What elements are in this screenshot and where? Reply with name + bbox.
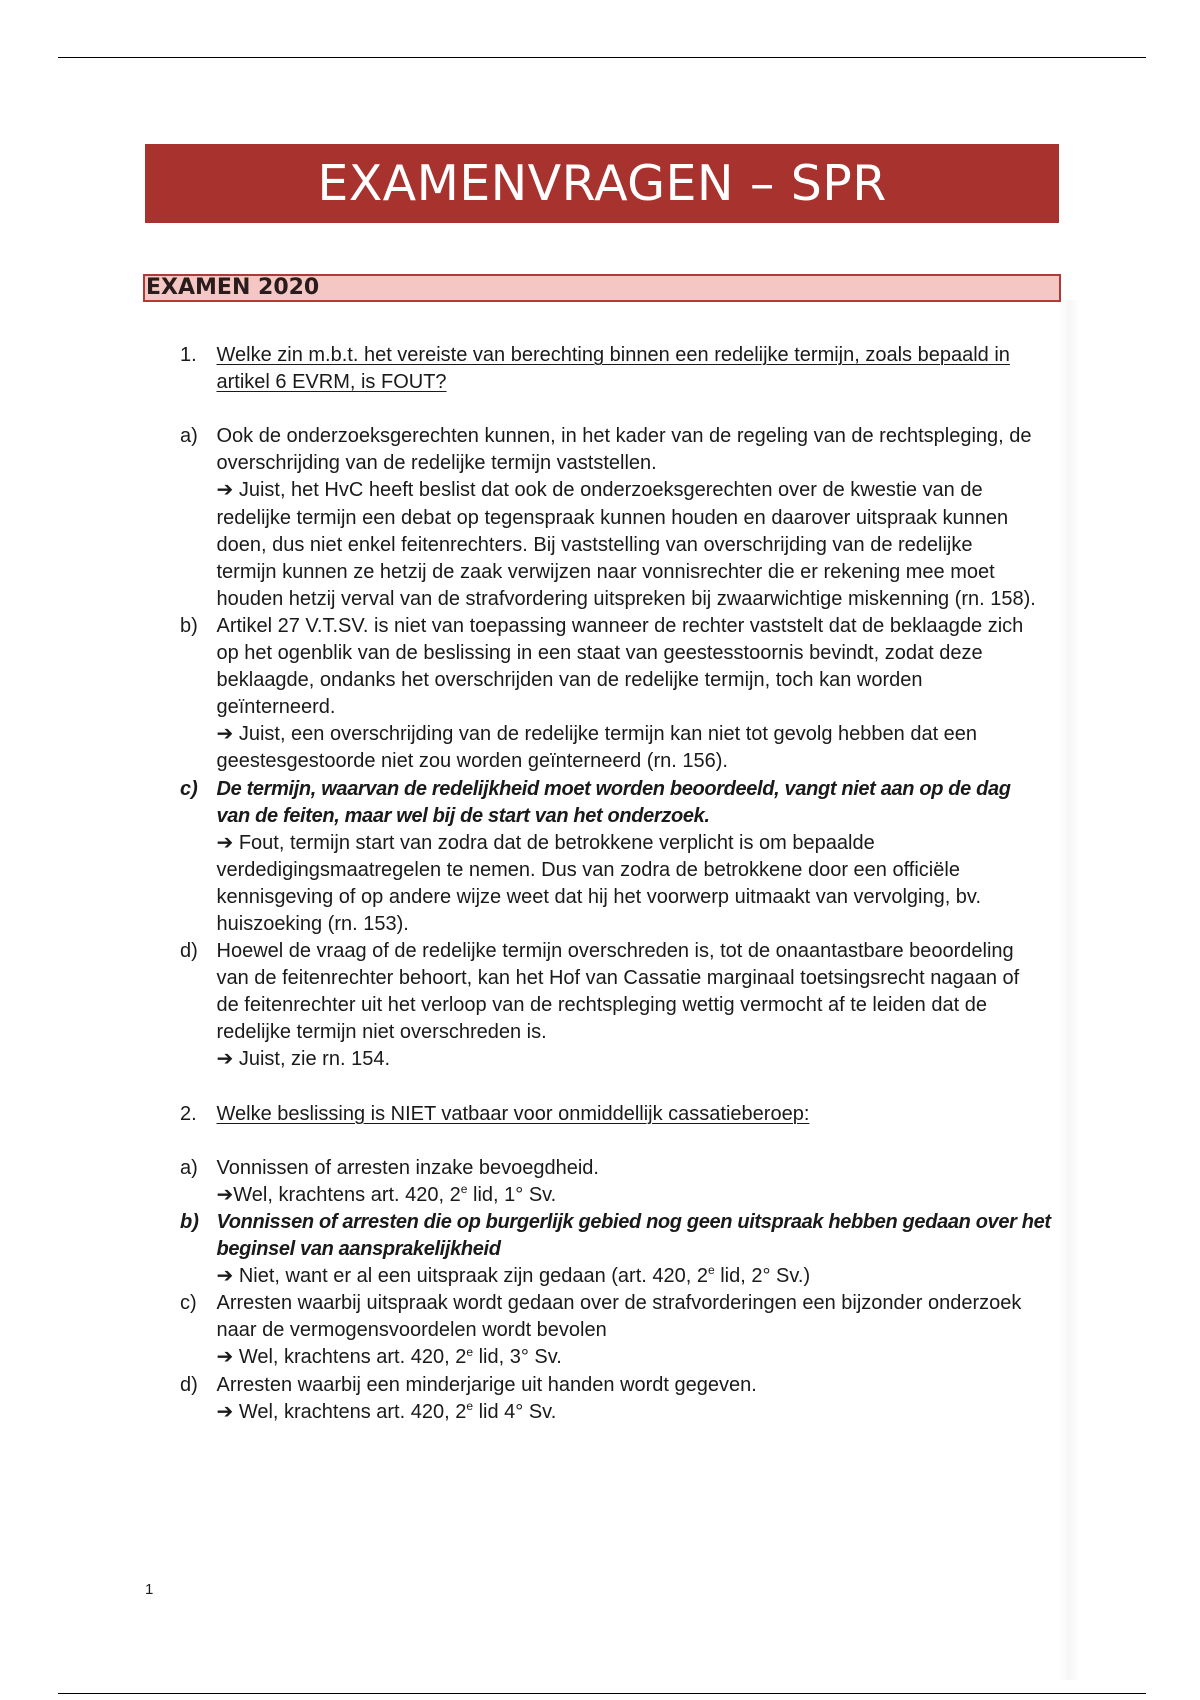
answer-text-line: huiszoeking (rn. 153). [216, 912, 409, 935]
text-run: lid 4° Sv. [473, 1400, 557, 1423]
option-text-line: Arresten waarbij een minderjarige uit handen wordt gegeven. [216, 1373, 757, 1396]
answer-text-line [217, 1399, 757, 1426]
option-b [180, 1209, 1130, 1290]
footer-rule [58, 1693, 1146, 1694]
option-list [180, 1155, 1130, 1426]
option-text-line: de feitenrechter uit het verloop van de rechtspleging wettig vermocht af te leiden dat de [216, 994, 987, 1017]
option-text-line: overschrijding van de redelijke termijn vaststellen. [216, 452, 657, 475]
option-text-line: beklaagde, ondanks het overschrijden van de redelijke termijn, toch kan worden [216, 669, 923, 692]
text-run: ➔ Wel, krachtens art. 420, 2 [216, 1346, 467, 1369]
answer-text-line: houden hetzij verval van de strafvordering uitspreken bij zwaarwichtige miskenning (rn. 158). [216, 587, 1036, 610]
answer-text-line: redelijke termijn een debat op tegenspraak kunnen houden en daarover uitspraak kunnen [216, 506, 1009, 529]
option-label: d) [180, 940, 198, 963]
option-text [217, 1372, 757, 1426]
question-text [217, 342, 1010, 396]
option-text-line: van de feitenrechter behoort, kan het Hof van Cassatie marginaal toetsingsrecht nagaan of [216, 967, 1020, 990]
question-stem [180, 1101, 1130, 1128]
option-label: c) [180, 777, 198, 800]
text-run: lid, 3° Sv. [473, 1346, 562, 1369]
answer-text-line [217, 1344, 1022, 1371]
document-title: EXAMENVRAGEN – SPR [317, 155, 887, 212]
superscript: e [466, 1398, 474, 1413]
header-rule [58, 57, 1146, 58]
option-label: a) [180, 425, 198, 448]
text-run: lid, 2° Sv.) [714, 1265, 811, 1288]
option-text [217, 1290, 1022, 1371]
answer-text-line: ➔ Juist, zie rn. 154. [216, 1048, 390, 1071]
option-c [180, 1290, 1130, 1371]
option-text-line: De termijn, waarvan de redelijkheid moet worden beoordeeld, vangt niet aan op de dag [216, 777, 1011, 800]
title-banner [145, 144, 1059, 223]
option-text-line: beginsel van aansprakelijkheid [216, 1238, 501, 1261]
question-number: 2. [180, 1102, 197, 1125]
option-d [180, 938, 1130, 1073]
question-text-line: artikel 6 EVRM, is FOUT? [216, 371, 447, 394]
option-text [217, 423, 1036, 613]
option-text-line: redelijke termijn niet overschreden is. [216, 1021, 547, 1044]
page-number: 1 [145, 1581, 154, 1598]
question-stem [180, 342, 1130, 396]
superscript: e [707, 1263, 715, 1278]
option-a [180, 423, 1130, 613]
option-text-line: Vonnissen of arresten die op burgerlijk gebied nog geen uitspraak hebben gedaan over het [216, 1211, 1051, 1233]
option-label: a) [180, 1156, 198, 1179]
option-list [180, 423, 1130, 1073]
answer-text-line: ➔ Juist, een overschrijding van de redelijke termijn kan niet tot gevolg hebben dat een [216, 723, 978, 746]
text-run: ➔ Wel, krachtens art. 420, 2 [216, 1400, 467, 1423]
option-label: c) [180, 1292, 197, 1315]
superscript: e [460, 1182, 468, 1197]
answer-text-line [217, 1182, 600, 1209]
text-run: ➔ Niet, want er al een uitspraak zijn gedaan (art. 420, 2 [216, 1265, 708, 1288]
answer-text-line: ➔ Juist, het HvC heeft beslist dat ook de onderzoeksgerechten over de kwestie van de [216, 479, 983, 502]
option-text [217, 1155, 600, 1209]
answer-text-line [217, 1263, 1051, 1290]
option-text-line: Ook de onderzoeksgerechten kunnen, in het kader van de regeling van de rechtspleging, de [216, 425, 1032, 448]
text-run: ➔Wel, krachtens art. 420, 2 [216, 1183, 461, 1206]
answer-text-line: termijn kunnen ze hetzij de zaak verwijzen naar vonnisrechter die er rekening mee moet [216, 560, 995, 583]
answer-text-line: doen, dus niet enkel feitenrechters. Bij vaststelling van overschrijding van de redelijke [216, 533, 973, 556]
text-run: lid, 1° Sv. [467, 1183, 557, 1206]
option-text [217, 776, 1011, 939]
question-text [217, 1101, 810, 1128]
question-2 [180, 1101, 1130, 1426]
answer-text-line: kennisgeving of op andere wijze weet dat hij het voorwerp uitmaakt van vervolging, bv. [216, 885, 982, 908]
question-text-line: Welke beslissing is NIET vatbaar voor onmiddellijk cassatieberoep: [216, 1102, 810, 1125]
option-label: d) [180, 1373, 198, 1396]
option-text-line: Vonnissen of arresten inzake bevoegdheid. [216, 1156, 599, 1179]
section-heading-label: EXAMEN 2020 [146, 275, 320, 300]
option-a [180, 1155, 1130, 1209]
option-c [180, 776, 1130, 939]
question-number: 1. [180, 344, 197, 366]
option-text-line: van de feiten, maar wel bij de start van het onderzoek. [216, 804, 710, 827]
option-d [180, 1372, 1130, 1426]
section-heading [143, 274, 1061, 302]
option-text-line: naar de vermogensvoordelen wordt bevolen [216, 1319, 607, 1342]
option-text [217, 613, 1024, 776]
question-1 [180, 342, 1130, 1074]
question-text-line: Welke zin m.b.t. het vereiste van berechting binnen een redelijke termijn, zoals bepaald in [216, 344, 1010, 366]
option-b [180, 613, 1130, 776]
answer-text-line: ➔ Fout, termijn start van zodra dat de betrokkene verplicht is om bepaalde [216, 831, 875, 854]
option-label: b) [180, 1211, 199, 1233]
option-text-line: Arresten waarbij uitspraak wordt gedaan over de strafvorderingen een bijzonder onderzoek [216, 1292, 1022, 1315]
option-text [217, 1209, 1051, 1290]
option-text-line: Artikel 27 V.T.SV. is niet van toepassing wanneer de rechter vaststelt dat de beklaagde zich [216, 614, 1024, 637]
option-text [217, 938, 1020, 1073]
option-text-line: op het ogenblik van de beslissing in een staat van geestesstoornis bevindt, zodat deze [216, 642, 983, 665]
option-label: b) [180, 614, 198, 637]
option-text-line: Hoewel de vraag of de redelijke termijn overschreden is, tot de onaantastbare beoordeling [216, 940, 1014, 963]
answer-text-line: verdedigingsmaatregelen te nemen. Dus van zodra de betrokkene door een officiële [216, 858, 960, 881]
superscript: e [466, 1344, 474, 1359]
answer-text-line: geestesgestoorde niet zou worden geïnterneerd (rn. 156). [216, 750, 728, 773]
question-list [180, 342, 1130, 1426]
option-text-line: geïnterneerd. [216, 696, 336, 719]
